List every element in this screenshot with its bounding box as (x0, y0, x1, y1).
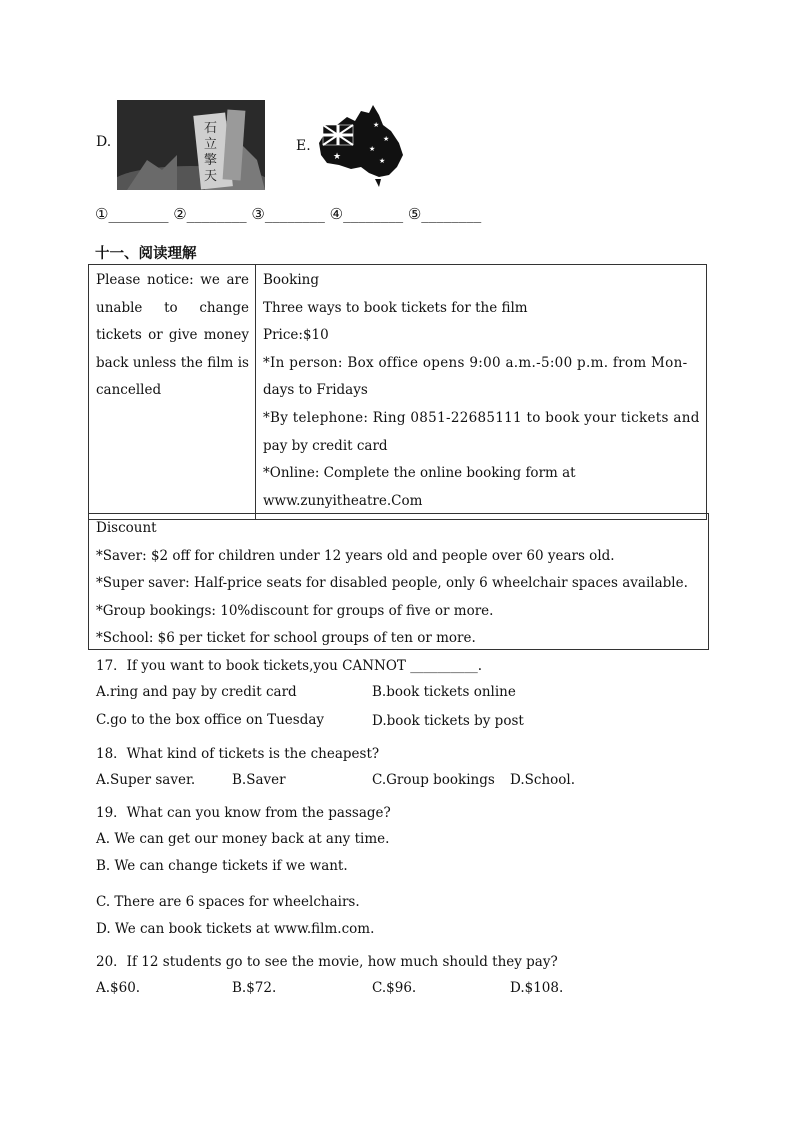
booking-cell (256, 265, 707, 520)
svg-text:石: 石 (204, 121, 218, 136)
svg-text:擎: 擎 (204, 153, 218, 168)
svg-text:天: 天 (204, 169, 218, 184)
discount-line: *School: $6 per ticket for school groups of ten or more. (96, 630, 476, 647)
booking-line: *By telephone: Ring 0851-22685111 to book your tickets and (263, 409, 700, 426)
svg-text:★: ★ (383, 135, 390, 143)
q18-option-a: A.Super saver. (96, 772, 196, 788)
q19-option-c: C. There are 6 spaces for wheelchairs. (96, 894, 360, 910)
booking-line: Three ways to book tickets for the film (263, 299, 528, 316)
q17-option-a: A.ring and pay by credit card (96, 684, 297, 700)
q20-option-d: D.$108. (510, 980, 564, 996)
q18-option-b: B.Saver (232, 772, 286, 788)
discount-line: *Super saver: Half-price seats for disabled people, only 6 wheelchair spaces available. (96, 575, 688, 592)
q17-option-b: B.book tickets online (372, 684, 516, 700)
option-e-label: E. (296, 138, 311, 154)
booking-line: pay by credit card (263, 437, 388, 454)
q17-option-c: C.go to the box office on Tuesday (96, 712, 325, 728)
australia-map (317, 103, 409, 189)
svg-text:★: ★ (379, 157, 386, 165)
question-20: 20．If 12 students go to see the movie, how much should they pay? (96, 954, 558, 970)
q19-option-a: A. We can get our money back at any time. (96, 831, 390, 847)
discount-line: *Saver: $2 off for children under 12 years old and people over 60 years old. (96, 547, 615, 564)
booking-heading: Booking (263, 272, 320, 288)
notice-booking-table (88, 264, 707, 520)
svg-text:★: ★ (333, 152, 342, 162)
q20-option-c: C.$96. (372, 980, 417, 996)
booking-url: www.zunyitheatre.Com (263, 492, 423, 509)
svg-text:立: 立 (204, 137, 218, 152)
notice-text: Please notice: we are unable to change tickets or give money back unless the film is cancelled (96, 272, 249, 399)
question-17: 17．If you want to book tickets,you CANNOT __________. (96, 658, 482, 674)
svg-text:★: ★ (373, 121, 380, 129)
section-title: 十一、阅读理解 (95, 246, 197, 262)
q19-option-b: B. We can change tickets if we want. (96, 858, 348, 874)
booking-price: Price:$10 (263, 327, 329, 344)
svg-text:★: ★ (369, 145, 376, 153)
discount-heading: Discount (96, 520, 157, 536)
q18-option-d: D.School. (510, 772, 576, 788)
monument-photo (117, 100, 265, 190)
option-d-label: D. (96, 134, 112, 150)
question-18: 18．What kind of tickets is the cheapest? (96, 746, 380, 762)
notice-cell (89, 265, 256, 520)
q20-option-a: A.$60. (96, 980, 141, 996)
booking-line: *In person: Box office opens 9:00 a.m.-5:00 p.m. from Mon- (263, 354, 688, 371)
answer-blanks: ①________ ②________ ③________ ④________ ⑤________ (95, 205, 482, 223)
discount-box (88, 513, 709, 650)
q17-option-d: D.book tickets by post (372, 713, 524, 729)
discount-line: *Group bookings: 10%discount for groups of five or more. (96, 602, 494, 619)
q20-option-b: B.$72. (232, 980, 277, 996)
q18-option-c: C.Group bookings (372, 772, 495, 788)
booking-line: days to Fridays (263, 382, 368, 399)
q19-option-d: D. We can book tickets at www.film.com. (96, 921, 375, 937)
question-19: 19．What can you know from the passage? (96, 805, 391, 821)
booking-line: *Online: Complete the online booking form at (263, 465, 576, 482)
